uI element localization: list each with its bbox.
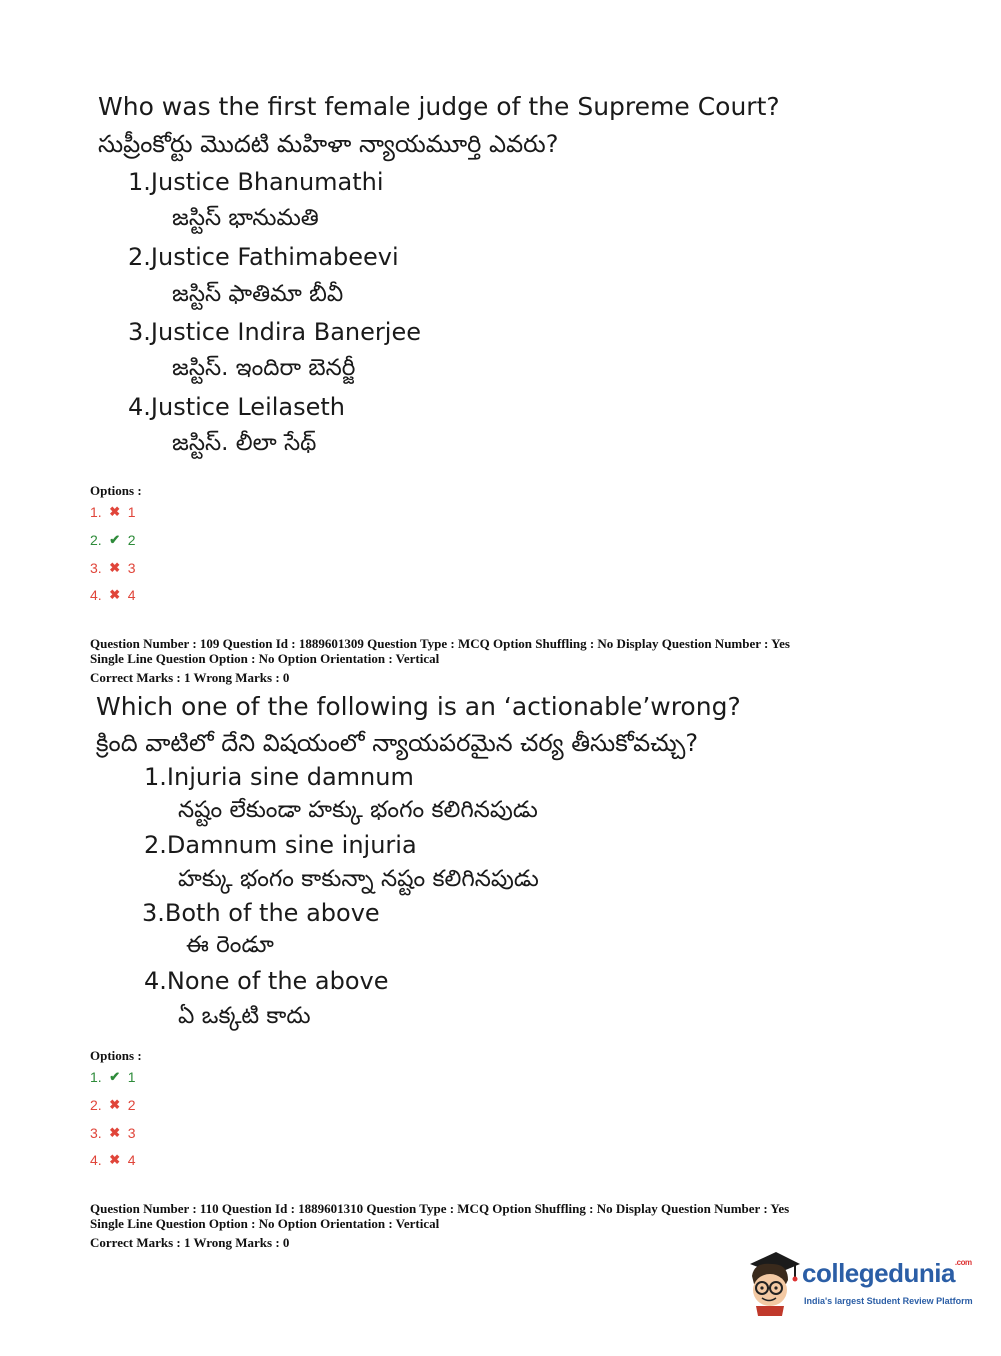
check-icon: ✔ [109,532,121,547]
question-text-en: Which one of the following is an ‘actionable’wrong? [96,692,741,721]
check-icon: ✔ [109,1069,121,1084]
question-text-te: సుప్రీంకోర్టు మొదటి మహిళా న్యాయమూర్తి ఎవరు? [98,130,559,158]
option-en: 2.Damnum sine injuria [144,831,417,859]
answer-value: 1 [127,1069,136,1085]
answer-row [90,532,135,548]
cross-icon: ✖ [109,1125,121,1140]
option-te: ఈ రెండూ [186,932,274,958]
answer-number: 2. [90,532,102,548]
logo-tagline: India's largest Student Review Platform [804,1296,973,1306]
question-text-te: క్రింది వాటిలో దేని విషయంలో న్యాయపరమైన చర్య తీసుకోవచ్చు? [96,729,699,757]
option-te: నష్టం లేకుండా హక్కు భంగం కలిగినపుడు [178,797,538,823]
answer-row [90,1152,135,1168]
answer-value: 4 [127,1152,136,1168]
answer-row [90,1097,135,1113]
answer-number: 2. [90,1097,102,1113]
answer-row [90,1125,135,1141]
option-te: జస్టిస్ భానుమతి [172,205,319,231]
option-en: 1.Injuria sine damnum [144,763,414,791]
option-en: 4.None of the above [144,967,389,995]
answer-number: 3. [90,1125,102,1141]
answer-row [90,1069,135,1085]
answer-number: 1. [90,504,102,520]
answer-value: 2 [127,1097,136,1113]
answer-number: 3. [90,560,102,576]
answer-number: 1. [90,1069,102,1085]
option-en: 3.Justice Indira Banerjee [128,318,421,346]
option-en: 1.Justice Bhanumathi [128,168,384,196]
answer-number: 4. [90,587,102,603]
question-meta [90,636,790,685]
collegedunia-logo [742,1250,972,1320]
marks-line: Correct Marks : 1 Wrong Marks : 0 [90,1235,290,1250]
answer-value: 3 [127,560,136,576]
cross-icon: ✖ [109,1152,121,1167]
answer-row [90,504,135,520]
answer-value: 4 [127,587,136,603]
question-meta [90,1201,789,1250]
option-en: 3.Both of the above [142,899,380,927]
option-en: 4.Justice Leilaseth [128,393,346,421]
answer-value: 3 [127,1125,136,1141]
cross-icon: ✖ [109,1097,121,1112]
logo-dotcom: .com [954,1258,972,1267]
question-text-en: Who was the first female judge of the Supreme Court? [98,92,780,121]
option-en: 2.Justice Fathimabeevi [128,243,399,271]
answer-value: 1 [127,504,136,520]
option-te: జస్టిస్. లీలా సేథ్ [172,430,317,456]
student-mascot-icon [742,1250,802,1316]
option-te: ఏ ఒక్కటి కాదు [178,1003,311,1029]
logo-wordmark [802,1258,972,1289]
meta-line: Single Line Question Option : No Option Orientation : Vertical [90,651,440,666]
option-te: జస్టిస్ ఫాతిమా బీవీ [172,281,344,307]
answer-value: 2 [127,532,136,548]
meta-line: Question Number : 109 Question Id : 1889601309 Question Type : MCQ Option Shuffling : No Display Question Number : Yes [90,636,790,651]
options-label: Options : [90,1048,142,1063]
answer-number: 4. [90,1152,102,1168]
option-te: హక్కు భంగం కాకున్నా నష్టం కలిగినపుడు [178,866,539,892]
logo-name: collegedunia [802,1258,955,1288]
marks-line: Correct Marks : 1 Wrong Marks : 0 [90,670,290,685]
answer-row [90,560,135,576]
answer-row [90,587,135,603]
option-te: జస్టిస్. ఇందిరా బెనర్జీ [172,355,356,381]
options-label: Options : [90,483,142,498]
cross-icon: ✖ [109,587,121,602]
cross-icon: ✖ [109,504,121,519]
meta-line: Question Number : 110 Question Id : 1889601310 Question Type : MCQ Option Shuffling : No Display Question Number : Yes [90,1201,790,1216]
cross-icon: ✖ [109,560,121,575]
meta-line: Single Line Question Option : No Option Orientation : Vertical [90,1216,440,1231]
